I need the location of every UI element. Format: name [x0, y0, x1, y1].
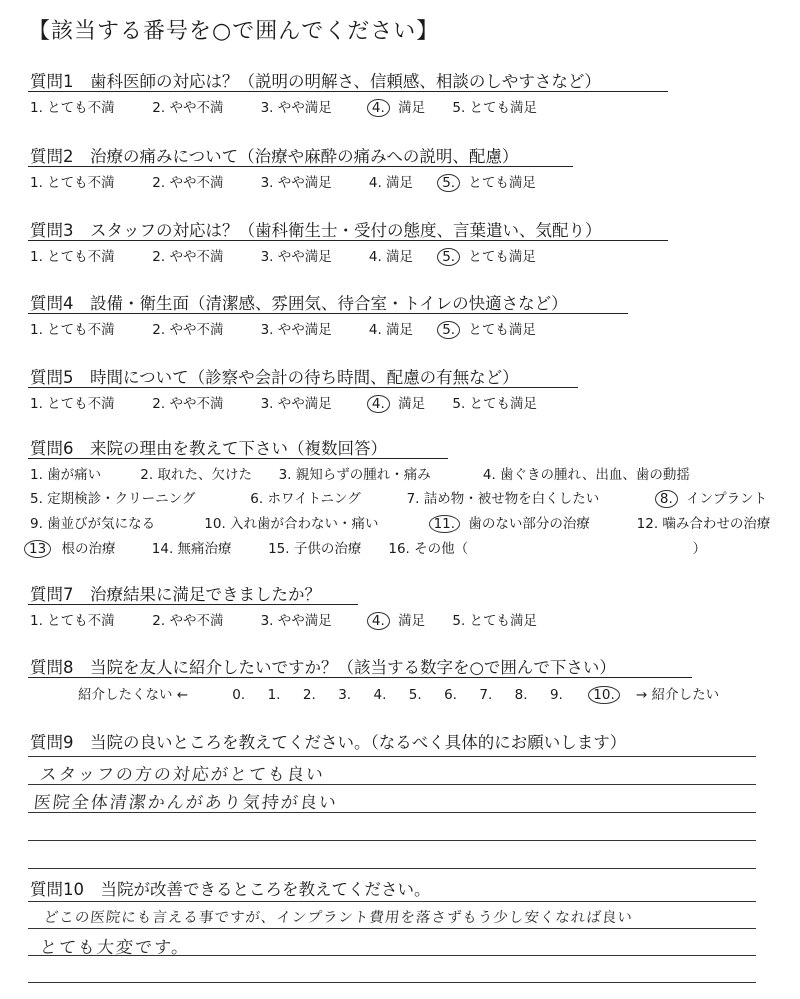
answer-line	[28, 784, 756, 785]
option-3[interactable]: 3. やや満足	[260, 396, 332, 412]
option-4-label: 満足	[398, 396, 426, 412]
option-3[interactable]: 3. やや満足	[260, 175, 332, 191]
scale-0[interactable]: 0.	[232, 687, 246, 703]
question-4-underline	[28, 313, 628, 314]
selected-answer-circle[interactable]: 4.	[367, 395, 390, 413]
selected-answer-circle[interactable]: 8.	[655, 490, 678, 508]
option-5-label: とても満足	[468, 175, 536, 191]
selected-answer-circle[interactable]: 5.	[437, 321, 460, 339]
option-3[interactable]: 3. やや満足	[260, 613, 332, 629]
option-5-label: とても満足	[468, 249, 536, 265]
option-5[interactable]: 5. とても満足	[452, 100, 538, 116]
question-2-options	[30, 171, 536, 191]
handwritten-answer-9-line-2[interactable]: 医院全体清潔かんがあり気持が良い	[32, 793, 339, 813]
question-7-underline	[28, 604, 358, 605]
option-5[interactable]: 5. とても満足	[452, 613, 538, 629]
option-1[interactable]: 1. とても不満	[30, 613, 115, 629]
scale-6[interactable]: 6.	[444, 687, 457, 703]
reason-12[interactable]: 12. 噛み合わせの治療	[636, 516, 771, 532]
question-6-underline	[28, 458, 448, 459]
selected-answer-circle[interactable]: 4.	[367, 99, 390, 117]
scale-1[interactable]: 1.	[267, 687, 281, 703]
selected-answer-circle[interactable]: 5.	[437, 248, 460, 266]
answer-line	[28, 812, 756, 813]
question-6-heading: 質問6 来院の理由を教えて下さい（複数回答）	[30, 439, 387, 458]
question-3-underline	[28, 240, 668, 241]
scale-3[interactable]: 3.	[338, 687, 352, 703]
scale-right-label: → 紹介したい	[636, 687, 720, 703]
handwritten-answer-10-line-1[interactable]: どこの医院にも言える事ですが、インプラント費用を落さずもう少し安くなれば良い	[43, 910, 634, 926]
question-8-underline	[28, 677, 692, 678]
option-2[interactable]: 2. やや不満	[152, 175, 224, 191]
option-2[interactable]: 2. やや不満	[152, 249, 224, 265]
reason-8-label: インプラント	[686, 491, 768, 507]
question-9-heading: 質問9 当院の良いところを教えてください。（なるべく具体的にお願いします）	[30, 733, 627, 752]
question-1-underline	[28, 91, 668, 92]
question-6-row-2	[30, 487, 767, 507]
option-1[interactable]: 1. とても不満	[30, 175, 115, 191]
answer-line	[28, 928, 756, 929]
scale-2[interactable]: 2.	[302, 687, 316, 703]
question-10-heading: 質問10 当院が改善できるところを教えてください。	[30, 880, 431, 899]
answer-line	[28, 955, 756, 956]
question-1-options	[30, 96, 537, 116]
option-1[interactable]: 1. とても不満	[30, 396, 115, 412]
option-1[interactable]: 1. とても不満	[30, 249, 115, 265]
handwritten-answer-9-line-1[interactable]: スタッフの方の対応がとても良い	[38, 765, 326, 785]
reason-15[interactable]: 15. 子供の治療	[268, 541, 362, 557]
option-3[interactable]: 3. やや満足	[260, 322, 332, 338]
recommend-scale	[78, 683, 719, 703]
scale-7[interactable]: 7.	[479, 687, 493, 703]
answer-line	[28, 840, 756, 841]
scale-5[interactable]: 5.	[408, 687, 422, 703]
option-1[interactable]: 1. とても不満	[30, 322, 115, 338]
reason-6[interactable]: 6. ホワイトニング	[250, 491, 361, 507]
scale-left-label: 紹介したくない ←	[78, 687, 189, 703]
reason-13-label: 根の治療	[61, 541, 116, 557]
reason-11-label: 歯のない部分の治療	[468, 516, 590, 532]
other-close-paren: ）	[692, 541, 707, 557]
question-7-options	[30, 609, 537, 629]
question-8-heading: 質問8 当院を友人に紹介したいですか？（該当する数字を○で囲んで下さい）	[30, 658, 616, 677]
reason-3[interactable]: 3. 親知らずの腫れ・痛み	[278, 467, 431, 483]
question-4-heading: 質問4 設備・衛生面（清潔感、雰囲気、待合室・トイレの快適さなど）	[30, 294, 568, 313]
option-2[interactable]: 2. やや不満	[152, 100, 224, 116]
question-6-row-1	[30, 463, 690, 483]
option-2[interactable]: 2. やや不満	[152, 396, 224, 412]
reason-7[interactable]: 7. 詰め物・被せ物を白くしたい	[406, 491, 600, 507]
answer-line	[28, 982, 756, 983]
reason-9[interactable]: 9. 歯並びが気になる	[30, 516, 156, 532]
scale-9[interactable]: 9.	[549, 687, 563, 703]
option-3[interactable]: 3. やや満足	[260, 100, 332, 116]
selected-answer-circle[interactable]: 11.	[429, 515, 460, 533]
scale-4[interactable]: 4.	[373, 687, 387, 703]
option-5[interactable]: 5. とても満足	[452, 396, 538, 412]
question-5-heading: 質問5 時間について（診察や会計の待ち時間、配慮の有無など）	[30, 368, 519, 387]
question-7-heading: 質問7 治療結果に満足できましたか？	[30, 585, 321, 604]
option-4[interactable]: 4. 満足	[368, 249, 414, 265]
answer-line	[28, 901, 756, 902]
answer-line	[28, 868, 756, 869]
question-5-options	[30, 392, 537, 412]
option-4[interactable]: 4. 満足	[368, 322, 414, 338]
option-3[interactable]: 3. やや満足	[260, 249, 332, 265]
question-2-heading: 質問2 治療の痛みについて（治療や麻酔の痛みへの説明、配慮）	[30, 147, 519, 166]
question-6-row-3	[30, 512, 770, 532]
reason-5[interactable]: 5. 定期検診・クリーニング	[30, 491, 196, 507]
selected-answer-circle[interactable]: 13	[24, 540, 51, 558]
option-2[interactable]: 2. やや不満	[152, 613, 224, 629]
option-4[interactable]: 4. 満足	[368, 175, 414, 191]
question-6-row-4	[26, 537, 706, 557]
selected-answer-circle[interactable]: 4.	[367, 612, 390, 630]
selected-answer-circle[interactable]: 10.	[588, 686, 619, 704]
reason-14[interactable]: 14. 無痛治療	[151, 541, 232, 557]
reason-1[interactable]: 1. 歯が痛い	[30, 467, 102, 483]
selected-answer-circle[interactable]: 5.	[437, 174, 460, 192]
survey-title: 【該当する番号を○で囲んでください】	[28, 19, 440, 44]
reason-16-other[interactable]: 16. その他（	[388, 541, 469, 557]
reason-2[interactable]: 2. 取れた、欠けた	[140, 467, 252, 483]
reason-4[interactable]: 4. 歯ぐきの腫れ、出血、歯の動揺	[482, 467, 690, 483]
question-3-heading: 質問3 スタッフの対応は？（歯科衛生士・受付の態度、言葉遣い、気配り）	[30, 221, 602, 240]
answer-line	[28, 756, 756, 757]
handwritten-answer-10-line-2[interactable]: とても大変です。	[38, 938, 192, 958]
option-2[interactable]: 2. やや不満	[152, 322, 224, 338]
option-5-label: とても満足	[468, 322, 536, 338]
question-4-options	[30, 318, 536, 338]
question-2-underline	[28, 166, 573, 167]
question-3-options	[30, 245, 536, 265]
option-4-label: 満足	[398, 100, 426, 116]
option-1[interactable]: 1. とても不満	[30, 100, 115, 116]
reason-10[interactable]: 10. 入れ歯が合わない・痛い	[204, 516, 379, 532]
question-5-underline	[28, 387, 578, 388]
scale-8[interactable]: 8.	[514, 687, 528, 703]
question-1-heading: 質問1 歯科医師の対応は？（説明の明解さ、信頼感、相談のしやすさなど）	[30, 72, 601, 91]
option-4-label: 満足	[398, 613, 426, 629]
